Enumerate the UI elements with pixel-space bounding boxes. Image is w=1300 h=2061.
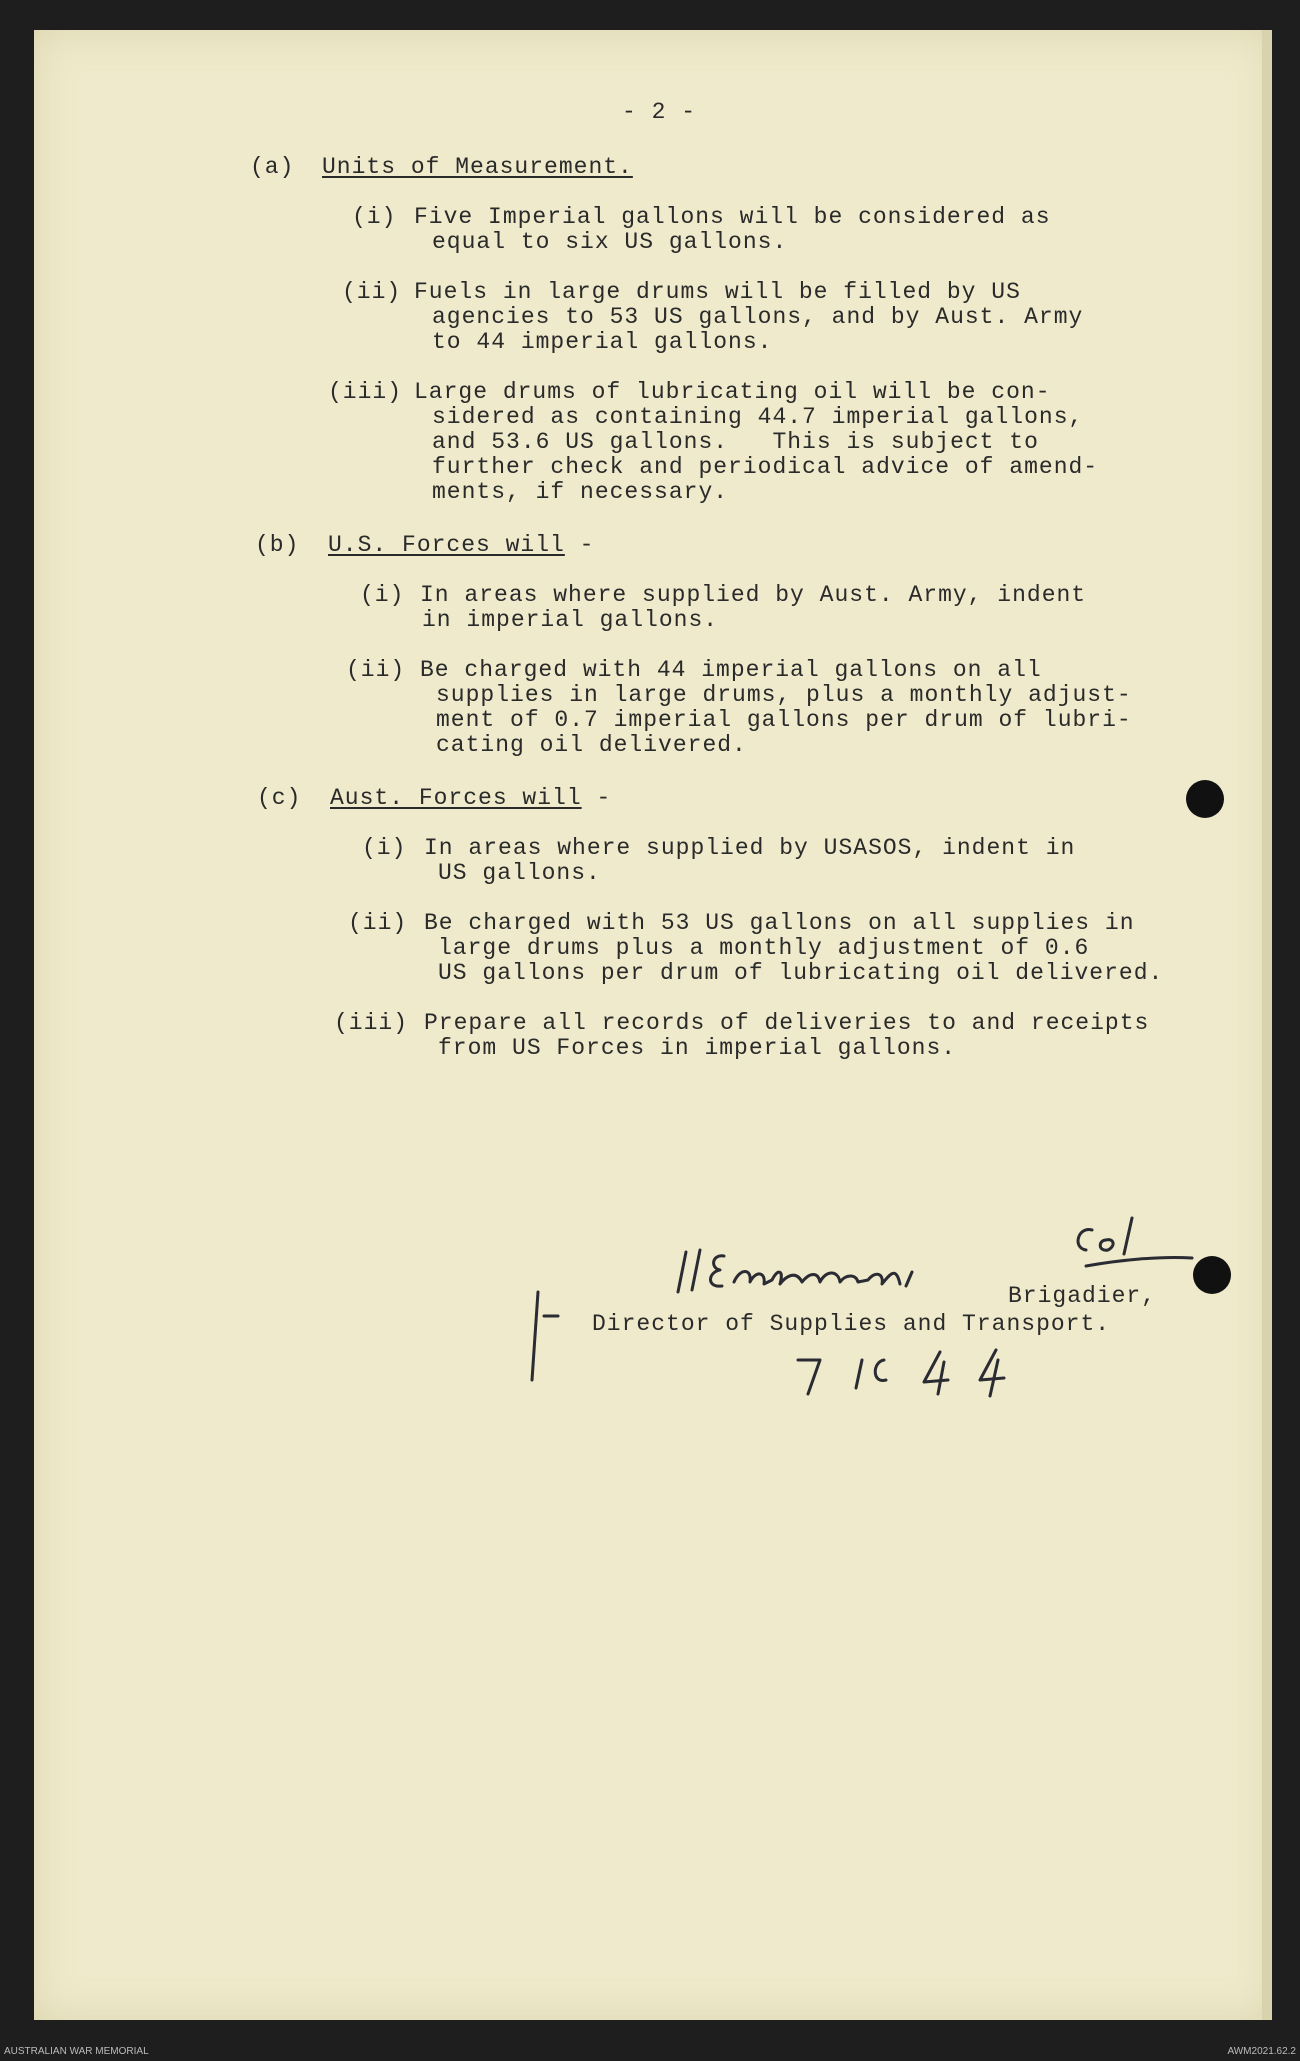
signatory-rank: Brigadier, — [1008, 1283, 1157, 1309]
item-c-i-num: (i) — [362, 835, 407, 861]
paper-edge — [1262, 30, 1272, 2020]
item-c-ii-num: (ii) — [348, 910, 408, 936]
section-b-heading-wrap — [328, 533, 594, 558]
item-c-ii-line: Be charged with 53 US gallons on all supplies in — [424, 910, 1135, 936]
item-c-i-line: US gallons. — [438, 860, 601, 886]
item-b-ii-line: cating oil delivered. — [436, 732, 747, 758]
item-a-i-num: (i) — [352, 204, 397, 230]
item-b-ii-num: (ii) — [346, 657, 406, 683]
item-a-iii-line: sidered as containing 44.7 imperial gallons, — [432, 404, 1084, 430]
item-c-ii-line: large drums plus a monthly adjustment of 0.6 — [438, 935, 1090, 961]
punch-hole — [1186, 780, 1224, 818]
section-a-heading: Units of Measurement. — [322, 154, 633, 180]
item-a-i-line: equal to six US gallons. — [432, 229, 788, 255]
item-a-iii-line: ments, if necessary. — [432, 479, 729, 505]
item-b-i-line: in imperial gallons. — [422, 607, 719, 633]
section-b-heading-suffix: - — [564, 532, 595, 558]
section-b-heading: U.S. Forces will — [328, 532, 565, 558]
signatory-title: Director of Supplies and Transport. — [592, 1311, 1111, 1337]
item-b-ii-line: Be charged with 44 imperial gallons on all — [420, 657, 1042, 683]
section-c-heading-wrap — [330, 786, 611, 811]
item-a-iii-line: and 53.6 US gallons. This is subject to — [432, 429, 1039, 455]
item-b-ii-line: ment of 0.7 imperial gallons per drum of lubri- — [436, 707, 1132, 733]
section-c-heading: Aust. Forces will — [330, 785, 582, 811]
item-a-ii-line: to 44 imperial gallons. — [432, 329, 773, 355]
section-c-heading-suffix: - — [581, 785, 612, 811]
item-c-iii-line: Prepare all records of deliveries to and receipts — [424, 1010, 1150, 1036]
footer-left: AUSTRALIAN WAR MEMORIAL — [4, 2046, 149, 2057]
item-c-ii-line: US gallons per drum of lubricating oil delivered. — [438, 960, 1164, 986]
item-a-iii-line: Large drums of lubricating oil will be con- — [414, 379, 1051, 405]
item-c-iii-num: (iii) — [334, 1010, 409, 1036]
footer-right: AWM2021.62.2 — [1227, 2046, 1296, 2057]
item-c-i-line: In areas where supplied by USASOS, indent in — [424, 835, 1076, 861]
item-b-i-num: (i) — [360, 582, 405, 608]
page-number: - 2 - — [622, 99, 697, 125]
item-a-ii-num: (ii) — [342, 279, 402, 305]
section-c-label: (c) — [257, 785, 302, 811]
item-c-iii-line: from US Forces in imperial gallons. — [438, 1035, 957, 1061]
item-a-ii-line: agencies to 53 US gallons, and by Aust. Army — [432, 304, 1084, 330]
item-a-iii-num: (iii) — [328, 379, 403, 405]
section-b-label: (b) — [255, 532, 300, 558]
item-b-ii-line: supplies in large drums, plus a monthly adjust- — [436, 682, 1132, 708]
item-a-ii-line: Fuels in large drums will be filled by US — [414, 279, 1021, 305]
item-a-i-line: Five Imperial gallons will be considered as — [414, 204, 1051, 230]
item-a-iii-line: further check and periodical advice of amend- — [432, 454, 1099, 480]
section-a-label: (a) — [250, 154, 295, 180]
item-b-i-line: In areas where supplied by Aust. Army, indent — [420, 582, 1087, 608]
